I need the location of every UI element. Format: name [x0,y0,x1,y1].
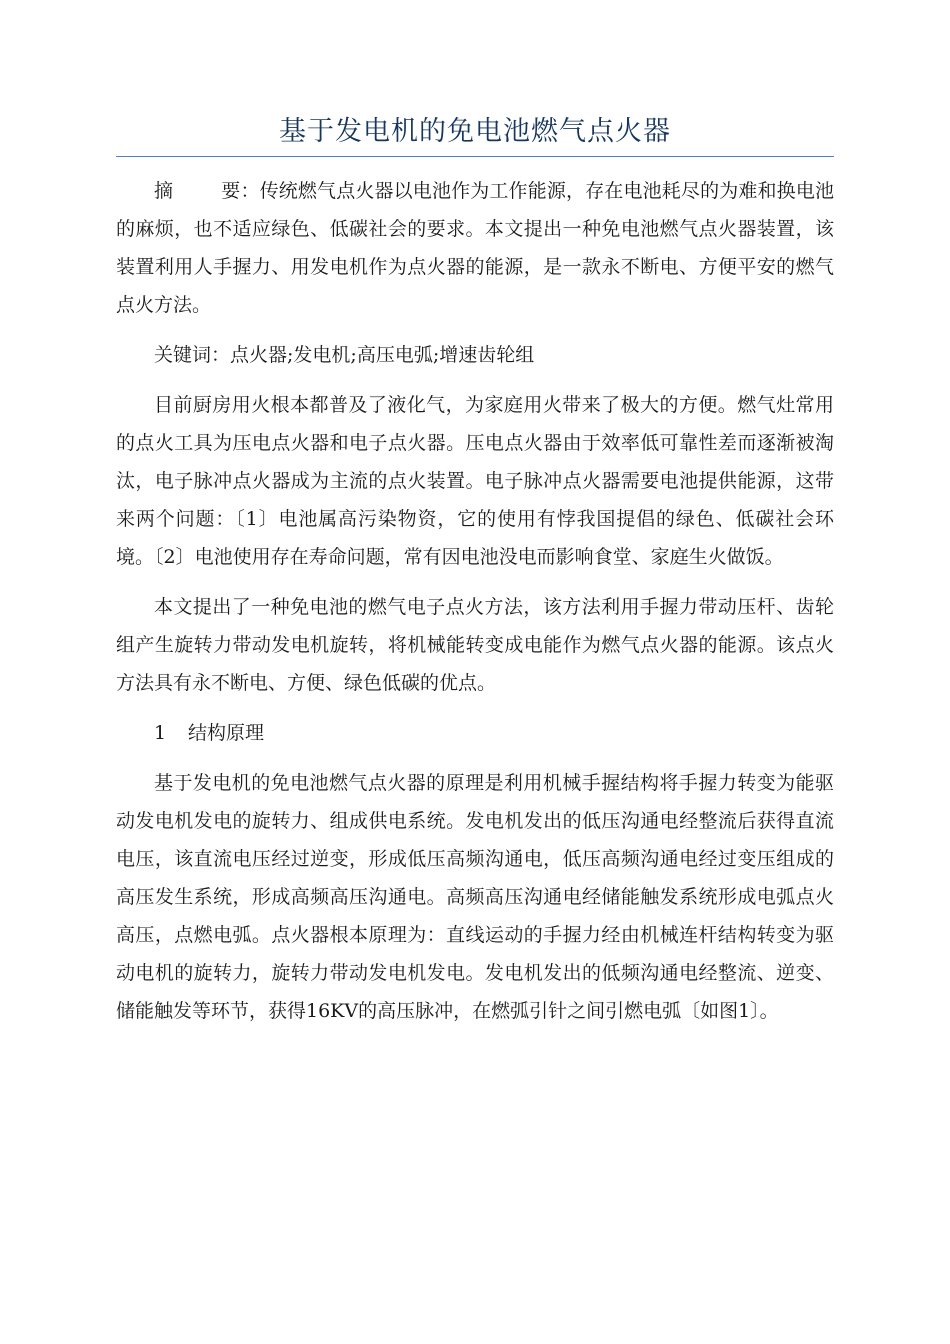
keywords-text: 点火器;发电机;高压电弧;增速齿轮组 [230,344,535,366]
abstract-label-first: 摘 [154,180,174,202]
body-paragraph: 目前厨房用火根本都普及了液化气，为家庭用火带来了极大的方便。燃气灶常用的点火工具为压电点火器和电子点火器。压电点火器由于效率低可靠性差而逐渐被淘汰，电子脉冲点火器成为主流的点火装置。电子脉冲点火器需要电池提供能源，这带来两个问题：〔1〕电池属高污染物资，它的使用有悖我国提倡的绿色、低碳社会环境。〔2〕电池使用存在寿命问题，常有因电池没电而影响食堂、家庭生火做饭。 [116,394,834,568]
abstract-paragraph [116,172,834,324]
keywords-paragraph [116,336,834,374]
section-number: 1 [154,722,167,744]
keywords-label: 关键词： [154,344,231,366]
document-body [116,172,834,1042]
document-title: 基于发电机的免电池燃气点火器 [279,116,671,147]
body-paragraph: 本文提出了一种免电池的燃气电子点火方法，该方法利用手握力带动压杆、齿轮组产生旋转力带动发电机旋转，将机械能转变成电能作为燃气点火器的能源。该点火方法具有永不断电、方便、绿色低碳的优点。 [116,596,834,694]
abstract-text: 传统燃气点火器以电池作为工作能源，存在电池耗尽的为难和换电池的麻烦，也不适应绿色、低碳社会的要求。本文提出一种免电池燃气点火器装置，该装置利用人手握力、用发电机作为点火器的能源，是一款永不断电、方便平安的燃气点火方法。 [116,180,834,316]
section-title: 结构原理 [188,722,265,744]
section-heading [116,714,834,752]
abstract-label-second: 要： [221,180,260,202]
title-block [116,110,834,157]
section-paragraph: 基于发电机的免电池燃气点火器的原理是利用机械手握结构将手握力转变为能驱动发电机发电的旋转力、组成供电系统。发电机发出的低压沟通电经整流后获得直流电压，该直流电压经过逆变，形成低压高频沟通电，低压高频沟通电经过变压组成的高压发生系统，形成高频高压沟通电。高频高压沟通电经储能触发系统形成电弧点火高压，点燃电弧。点火器根本原理为：直线运动的手握力经由机械连杆结构转变为驱动电机的旋转力，旋转力带动发电机发电。发电机发出的低频沟通电经整流、逆变、储能触发等环节，获得16KV的高压脉冲，在燃弧引针之间引燃电弧〔如图1〕。 [116,772,834,1022]
